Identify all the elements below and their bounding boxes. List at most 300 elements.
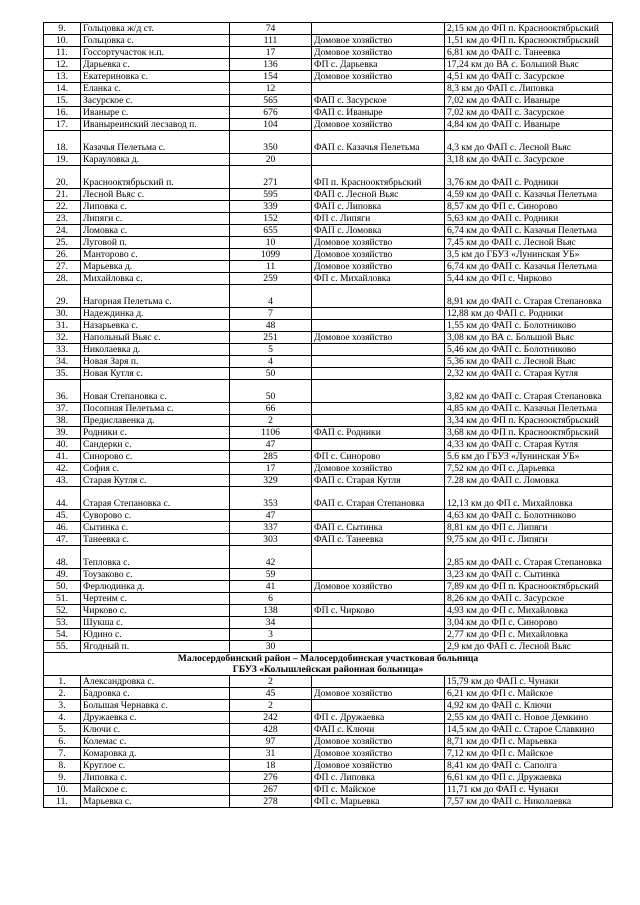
row-number: 45. <box>44 510 81 522</box>
medical-facility: ФАП с. Засурское <box>312 95 445 107</box>
population: 111 <box>230 35 312 47</box>
distance-info: 4,59 км до ФАП с. Казачья Пелетьма <box>445 189 613 201</box>
settlement-name: Краснооктябрьский п. <box>81 166 230 189</box>
medical-facility: ФП с. Дарьевка <box>312 59 445 71</box>
table-row <box>44 225 613 237</box>
medical-facility: ФП с. Михайловка <box>312 273 445 285</box>
medical-facility <box>312 403 445 415</box>
table-row <box>44 189 613 201</box>
distance-info: 4,93 км до ФП с. Михайловка <box>445 605 613 617</box>
medical-facility: Домовое хозяйство <box>312 332 445 344</box>
table-row <box>44 629 613 641</box>
table-row <box>44 344 613 356</box>
table-row <box>44 796 613 808</box>
table-row <box>44 463 613 475</box>
settlement-name: Назарьевка с. <box>81 320 230 332</box>
distance-info: 2,85 км до ФАП с. Старая Степановка <box>445 546 613 569</box>
settlement-name: Еланка с. <box>81 83 230 95</box>
population: 152 <box>230 213 312 225</box>
medical-facility: ФАП с. Лесной Вьяс <box>312 189 445 201</box>
distance-info: 2,77 км до ФП с. Михайловка <box>445 629 613 641</box>
population: 271 <box>230 166 312 189</box>
table-row <box>44 273 613 285</box>
table-row <box>44 593 613 605</box>
distance-info: 17,24 км до ВА с. Большой Вьяс <box>445 59 613 71</box>
row-number: 49. <box>44 569 81 581</box>
population: 285 <box>230 451 312 463</box>
row-number: 41. <box>44 451 81 463</box>
population: 11 <box>230 261 312 273</box>
table-row <box>44 237 613 249</box>
section-header-body <box>44 653 613 676</box>
population: 655 <box>230 225 312 237</box>
settlement-name: Липовка с. <box>81 201 230 213</box>
medical-facility <box>312 510 445 522</box>
section-header-line2: ГБУЗ «Колышлейская районная больница» <box>232 664 424 675</box>
settlement-name: Липовка с. <box>81 772 230 784</box>
medical-facility: Домовое хозяйство <box>312 581 445 593</box>
table-row <box>44 487 613 510</box>
settlement-name: Большая Чернавка с. <box>81 700 230 712</box>
table-row <box>44 688 613 700</box>
row-number: 46. <box>44 522 81 534</box>
table-row <box>44 261 613 273</box>
row-number: 24. <box>44 225 81 237</box>
row-number: 29. <box>44 285 81 308</box>
settlement-name: Липяги с. <box>81 213 230 225</box>
table-row <box>44 332 613 344</box>
table-row <box>44 249 613 261</box>
table-row <box>44 712 613 724</box>
population: 50 <box>230 380 312 403</box>
distance-info: 4,84 км до ФАП с. Иваныре <box>445 119 613 131</box>
table-row <box>44 23 613 35</box>
distance-info: 2,32 км до ФАП с. Старая Кутля <box>445 368 613 380</box>
row-number: 47. <box>44 534 81 546</box>
settlement-name: Марьевка д. <box>81 261 230 273</box>
distance-info: 7,57 км до ФАП с. Николаевка <box>445 796 613 808</box>
table-row <box>44 569 613 581</box>
distance-info: 3,18 км до ФАП с. Засурское <box>445 154 613 166</box>
population: 2 <box>230 415 312 427</box>
medical-facility: Домовое хозяйство <box>312 119 445 131</box>
settlement-name: Казачья Пелетьма с. <box>81 131 230 154</box>
section-header-row <box>44 653 613 676</box>
population: 595 <box>230 189 312 201</box>
population: 18 <box>230 760 312 772</box>
table-row <box>44 641 613 653</box>
table-row <box>44 451 613 463</box>
row-number: 28. <box>44 273 81 285</box>
table-row <box>44 724 613 736</box>
table-row <box>44 154 613 166</box>
table-row <box>44 83 613 95</box>
population: 7 <box>230 308 312 320</box>
settlement-name: Ягодный п. <box>81 641 230 653</box>
table-row <box>44 71 613 83</box>
medical-facility: Домовое хозяйство <box>312 35 445 47</box>
row-number: 9. <box>44 772 81 784</box>
settlement-name: Родники с. <box>81 427 230 439</box>
settlement-name: Чирково с. <box>81 605 230 617</box>
distance-info: 5,44 км до ФП с. Чирково <box>445 273 613 285</box>
table-body-part2 <box>44 676 613 808</box>
population: 337 <box>230 522 312 534</box>
row-number: 5. <box>44 724 81 736</box>
row-number: 11. <box>44 47 81 59</box>
distance-info: 8,91 км до ФАП с. Старая Степановка <box>445 285 613 308</box>
row-number: 54. <box>44 629 81 641</box>
population: 329 <box>230 475 312 487</box>
settlement-name: Танеевка с. <box>81 534 230 546</box>
population: 565 <box>230 95 312 107</box>
distance-info: 2,15 км до ФП п. Краснооктябрьский <box>445 23 613 35</box>
population: 242 <box>230 712 312 724</box>
table-row <box>44 510 613 522</box>
settlement-name: Сандерки с. <box>81 439 230 451</box>
settlement-name: Ключи с. <box>81 724 230 736</box>
settlement-name: Новая Заря п. <box>81 356 230 368</box>
row-number: 43. <box>44 475 81 487</box>
row-number: 52. <box>44 605 81 617</box>
settlement-name: Ферлюдинка д. <box>81 581 230 593</box>
medical-facility: Домовое хозяйство <box>312 71 445 83</box>
population: 20 <box>230 154 312 166</box>
table-row <box>44 617 613 629</box>
table-row <box>44 760 613 772</box>
medical-facility: ФП с. Марьевка <box>312 796 445 808</box>
population: 41 <box>230 581 312 593</box>
settlement-name: Гольцовка с. <box>81 35 230 47</box>
settlement-name: Круглое с. <box>81 760 230 772</box>
distance-info: 7,02 км до ФАП с. Засурское <box>445 107 613 119</box>
medical-facility <box>312 676 445 688</box>
table-row <box>44 368 613 380</box>
table-row <box>44 285 613 308</box>
row-number: 21. <box>44 189 81 201</box>
settlement-name: Засурское с. <box>81 95 230 107</box>
population: 1106 <box>230 427 312 439</box>
distance-info: 6,61 км до ФП с. Дружаевка <box>445 772 613 784</box>
row-number: 17. <box>44 119 81 131</box>
distance-info: 4,33 км до ФАП с. Старая Кутля <box>445 439 613 451</box>
settlement-name: Александровка с. <box>81 676 230 688</box>
distance-info: 3,68 км до ФП п. Краснооктябрьский <box>445 427 613 439</box>
row-number: 6. <box>44 736 81 748</box>
settlements-table <box>43 22 613 808</box>
population: 47 <box>230 439 312 451</box>
settlement-name: Манторово с. <box>81 249 230 261</box>
medical-facility <box>312 368 445 380</box>
population: 251 <box>230 332 312 344</box>
distance-info: 6,21 км до ФП с. Майское <box>445 688 613 700</box>
distance-info: 12,13 км до ФП с. Михайловка <box>445 487 613 510</box>
table-row <box>44 700 613 712</box>
distance-info: 4,3 км до ФАП с. Лесной Вьяс <box>445 131 613 154</box>
medical-facility: Домовое хозяйство <box>312 688 445 700</box>
distance-info: 4,63 км до ФАП с. Болотниково <box>445 510 613 522</box>
row-number: 10. <box>44 784 81 796</box>
medical-facility <box>312 320 445 332</box>
distance-info: 8,26 км до ФАП с. Засурское <box>445 593 613 605</box>
settlement-name: Дружаевка с. <box>81 712 230 724</box>
settlement-name: Иваныреинский лесзавод п. <box>81 119 230 131</box>
population: 59 <box>230 569 312 581</box>
medical-facility: Домовое хозяйство <box>312 237 445 249</box>
row-number: 37. <box>44 403 81 415</box>
table-row <box>44 534 613 546</box>
settlement-name: Карауловка д. <box>81 154 230 166</box>
table-row <box>44 736 613 748</box>
medical-facility: ФАП с. Казачья Пелетьма <box>312 131 445 154</box>
settlement-name: Синорово с. <box>81 451 230 463</box>
medical-facility <box>312 546 445 569</box>
distance-info: 8,41 км до ФАП с. Саполга <box>445 760 613 772</box>
medical-facility: ФП с. Майское <box>312 784 445 796</box>
population: 45 <box>230 688 312 700</box>
row-number: 11. <box>44 796 81 808</box>
table-row <box>44 119 613 131</box>
row-number: 4. <box>44 712 81 724</box>
population: 97 <box>230 736 312 748</box>
table-row <box>44 748 613 760</box>
table-row <box>44 213 613 225</box>
distance-info: 3,76 км до ФАП с. Родники <box>445 166 613 189</box>
table-row <box>44 201 613 213</box>
medical-facility: ФАП с. Сытинка <box>312 522 445 534</box>
medical-facility: ФАП с. Родники <box>312 427 445 439</box>
population: 10 <box>230 237 312 249</box>
table-row <box>44 784 613 796</box>
table-row <box>44 415 613 427</box>
population: 74 <box>230 23 312 35</box>
medical-facility: ФП с. Липовка <box>312 772 445 784</box>
row-number: 16. <box>44 107 81 119</box>
table-row <box>44 439 613 451</box>
population: 2 <box>230 676 312 688</box>
medical-facility <box>312 308 445 320</box>
settlement-name: Шукша с. <box>81 617 230 629</box>
medical-facility <box>312 83 445 95</box>
settlement-name: Предиславенка д. <box>81 415 230 427</box>
population: 353 <box>230 487 312 510</box>
row-number: 25. <box>44 237 81 249</box>
medical-facility: Домовое хозяйство <box>312 249 445 261</box>
settlement-name: Старая Степановка с. <box>81 487 230 510</box>
medical-facility: Домовое хозяйство <box>312 736 445 748</box>
medical-facility <box>312 569 445 581</box>
row-number: 10. <box>44 35 81 47</box>
row-number: 18. <box>44 131 81 154</box>
population: 303 <box>230 534 312 546</box>
settlement-name: Гольцовка ж/д ст. <box>81 23 230 35</box>
medical-facility <box>312 344 445 356</box>
section-header-cell <box>44 653 613 676</box>
population: 676 <box>230 107 312 119</box>
document-page <box>43 22 612 808</box>
distance-info: 4,85 км до ФАП с. Казачья Пелетьма <box>445 403 613 415</box>
settlement-name: Екатериновка с. <box>81 71 230 83</box>
medical-facility: Домовое хозяйство <box>312 463 445 475</box>
settlement-name: Нагорная Пелетьма с. <box>81 285 230 308</box>
table-row <box>44 676 613 688</box>
settlement-name: Марьевка с. <box>81 796 230 808</box>
population: 47 <box>230 510 312 522</box>
row-number: 3. <box>44 700 81 712</box>
distance-info: 11,71 км до ФАП с. Чунаки <box>445 784 613 796</box>
medical-facility <box>312 629 445 641</box>
row-number: 23. <box>44 213 81 225</box>
row-number: 19. <box>44 154 81 166</box>
table-row <box>44 522 613 534</box>
distance-info: 12,88 км до ФАП с. Родники <box>445 308 613 320</box>
row-number: 1. <box>44 676 81 688</box>
settlement-name: Чертеим с. <box>81 593 230 605</box>
population: 339 <box>230 201 312 213</box>
medical-facility <box>312 617 445 629</box>
population: 5 <box>230 344 312 356</box>
distance-info: 7,02 км до ФАП с. Иваныре <box>445 95 613 107</box>
row-number: 50. <box>44 581 81 593</box>
distance-info: 5,46 км до ФАП с. Болотниково <box>445 344 613 356</box>
distance-info: 8,81 км до ФП с. Липяги <box>445 522 613 534</box>
medical-facility <box>312 23 445 35</box>
settlement-name: Тепловка с. <box>81 546 230 569</box>
medical-facility <box>312 439 445 451</box>
medical-facility: ФП с. Синорово <box>312 451 445 463</box>
row-number: 40. <box>44 439 81 451</box>
population: 2 <box>230 700 312 712</box>
distance-info: 7,45 км до ФАП с. Лесной Вьяс <box>445 237 613 249</box>
distance-info: 8,57 км до ФП с. Синорово <box>445 201 613 213</box>
population: 6 <box>230 593 312 605</box>
distance-info: 2,9 км до ФАП с. Лесной Вьяс <box>445 641 613 653</box>
population: 4 <box>230 285 312 308</box>
row-number: 9. <box>44 23 81 35</box>
table-row <box>44 35 613 47</box>
row-number: 34. <box>44 356 81 368</box>
row-number: 7. <box>44 748 81 760</box>
table-row <box>44 356 613 368</box>
settlement-name: Лесной Вьяс с. <box>81 189 230 201</box>
settlement-name: Посопная Пелетьма с. <box>81 403 230 415</box>
row-number: 20. <box>44 166 81 189</box>
table-row <box>44 546 613 569</box>
row-number: 30. <box>44 308 81 320</box>
population: 350 <box>230 131 312 154</box>
population: 50 <box>230 368 312 380</box>
settlement-name: Колемас с. <box>81 736 230 748</box>
row-number: 8. <box>44 760 81 772</box>
table-row <box>44 320 613 332</box>
distance-info: 7.28 км до ФАП с. Ломовка <box>445 475 613 487</box>
distance-info: 7,89 км до ФП п. Краснооктябрьский <box>445 581 613 593</box>
row-number: 35. <box>44 368 81 380</box>
distance-info: 6,74 км до ФАП с. Казачья Пелетьма <box>445 261 613 273</box>
medical-facility: Домовое хозяйство <box>312 748 445 760</box>
row-number: 48. <box>44 546 81 569</box>
population: 278 <box>230 796 312 808</box>
settlement-name: Михайловка с. <box>81 273 230 285</box>
row-number: 26. <box>44 249 81 261</box>
medical-facility: ФАП с. Старая Кутля <box>312 475 445 487</box>
table-row <box>44 59 613 71</box>
medical-facility <box>312 285 445 308</box>
population: 42 <box>230 546 312 569</box>
population: 104 <box>230 119 312 131</box>
row-number: 36. <box>44 380 81 403</box>
settlement-name: Новая Степановка с. <box>81 380 230 403</box>
medical-facility <box>312 154 445 166</box>
distance-info: 3,82 км до ФАП с. Старая Степановка <box>445 380 613 403</box>
settlement-name: Суворово с. <box>81 510 230 522</box>
medical-facility: ФАП с. Липовка <box>312 201 445 213</box>
population: 66 <box>230 403 312 415</box>
medical-facility: ФАП с. Старая Степановка <box>312 487 445 510</box>
distance-info: 3,08 км до ВА с. Большой Вьяс <box>445 332 613 344</box>
settlement-name: Госсортучасток н.п. <box>81 47 230 59</box>
distance-info: 9,75 км до ФП с. Липяги <box>445 534 613 546</box>
distance-info: 5.6 км до ГБУЗ «Лунинская УБ» <box>445 451 613 463</box>
distance-info: 14,5 км до ФАП с. Старое Славкино <box>445 724 613 736</box>
population: 17 <box>230 47 312 59</box>
table-row <box>44 380 613 403</box>
population: 48 <box>230 320 312 332</box>
settlement-name: Надеждинка д. <box>81 308 230 320</box>
settlement-name: Николаевка д. <box>81 344 230 356</box>
table-row <box>44 403 613 415</box>
distance-info: 3,23 км до ФАП с. Сытинка <box>445 569 613 581</box>
population: 12 <box>230 83 312 95</box>
population: 267 <box>230 784 312 796</box>
row-number: 53. <box>44 617 81 629</box>
row-number: 39. <box>44 427 81 439</box>
row-number: 38. <box>44 415 81 427</box>
settlement-name: Майское с. <box>81 784 230 796</box>
row-number: 12. <box>44 59 81 71</box>
distance-info: 15,79 км до ФАП с. Чунаки <box>445 676 613 688</box>
settlement-name: Старая Кутля с. <box>81 475 230 487</box>
settlement-name: Сытинка с. <box>81 522 230 534</box>
table-row <box>44 95 613 107</box>
table-row <box>44 308 613 320</box>
medical-facility: Домовое хозяйство <box>312 47 445 59</box>
settlement-name: Иваныре с. <box>81 107 230 119</box>
population: 1099 <box>230 249 312 261</box>
distance-info: 1,55 км до ФАП с. Болотниково <box>445 320 613 332</box>
medical-facility: ФП с. Липяги <box>312 213 445 225</box>
table-row <box>44 166 613 189</box>
population: 17 <box>230 463 312 475</box>
table-row <box>44 427 613 439</box>
section-header-line1: Малосердобинский район – Малосердобинская участковая больница <box>177 653 479 664</box>
table-row <box>44 131 613 154</box>
settlement-name: Новая Кутля с. <box>81 368 230 380</box>
settlement-name: София с. <box>81 463 230 475</box>
row-number: 14. <box>44 83 81 95</box>
distance-info: 8,71 км до ФП с. Марьевка <box>445 736 613 748</box>
row-number: 13. <box>44 71 81 83</box>
population: 3 <box>230 629 312 641</box>
population: 428 <box>230 724 312 736</box>
distance-info: 5,63 км до ФАП с. Родники <box>445 213 613 225</box>
population: 30 <box>230 641 312 653</box>
medical-facility: Домовое хозяйство <box>312 760 445 772</box>
row-number: 55. <box>44 641 81 653</box>
distance-info: 4,92 км до ФАП с. Ключи <box>445 700 613 712</box>
distance-info: 6,81 км до ФАП с. Танеевка <box>445 47 613 59</box>
distance-info: 7,12 км до ФП с. Майское <box>445 748 613 760</box>
